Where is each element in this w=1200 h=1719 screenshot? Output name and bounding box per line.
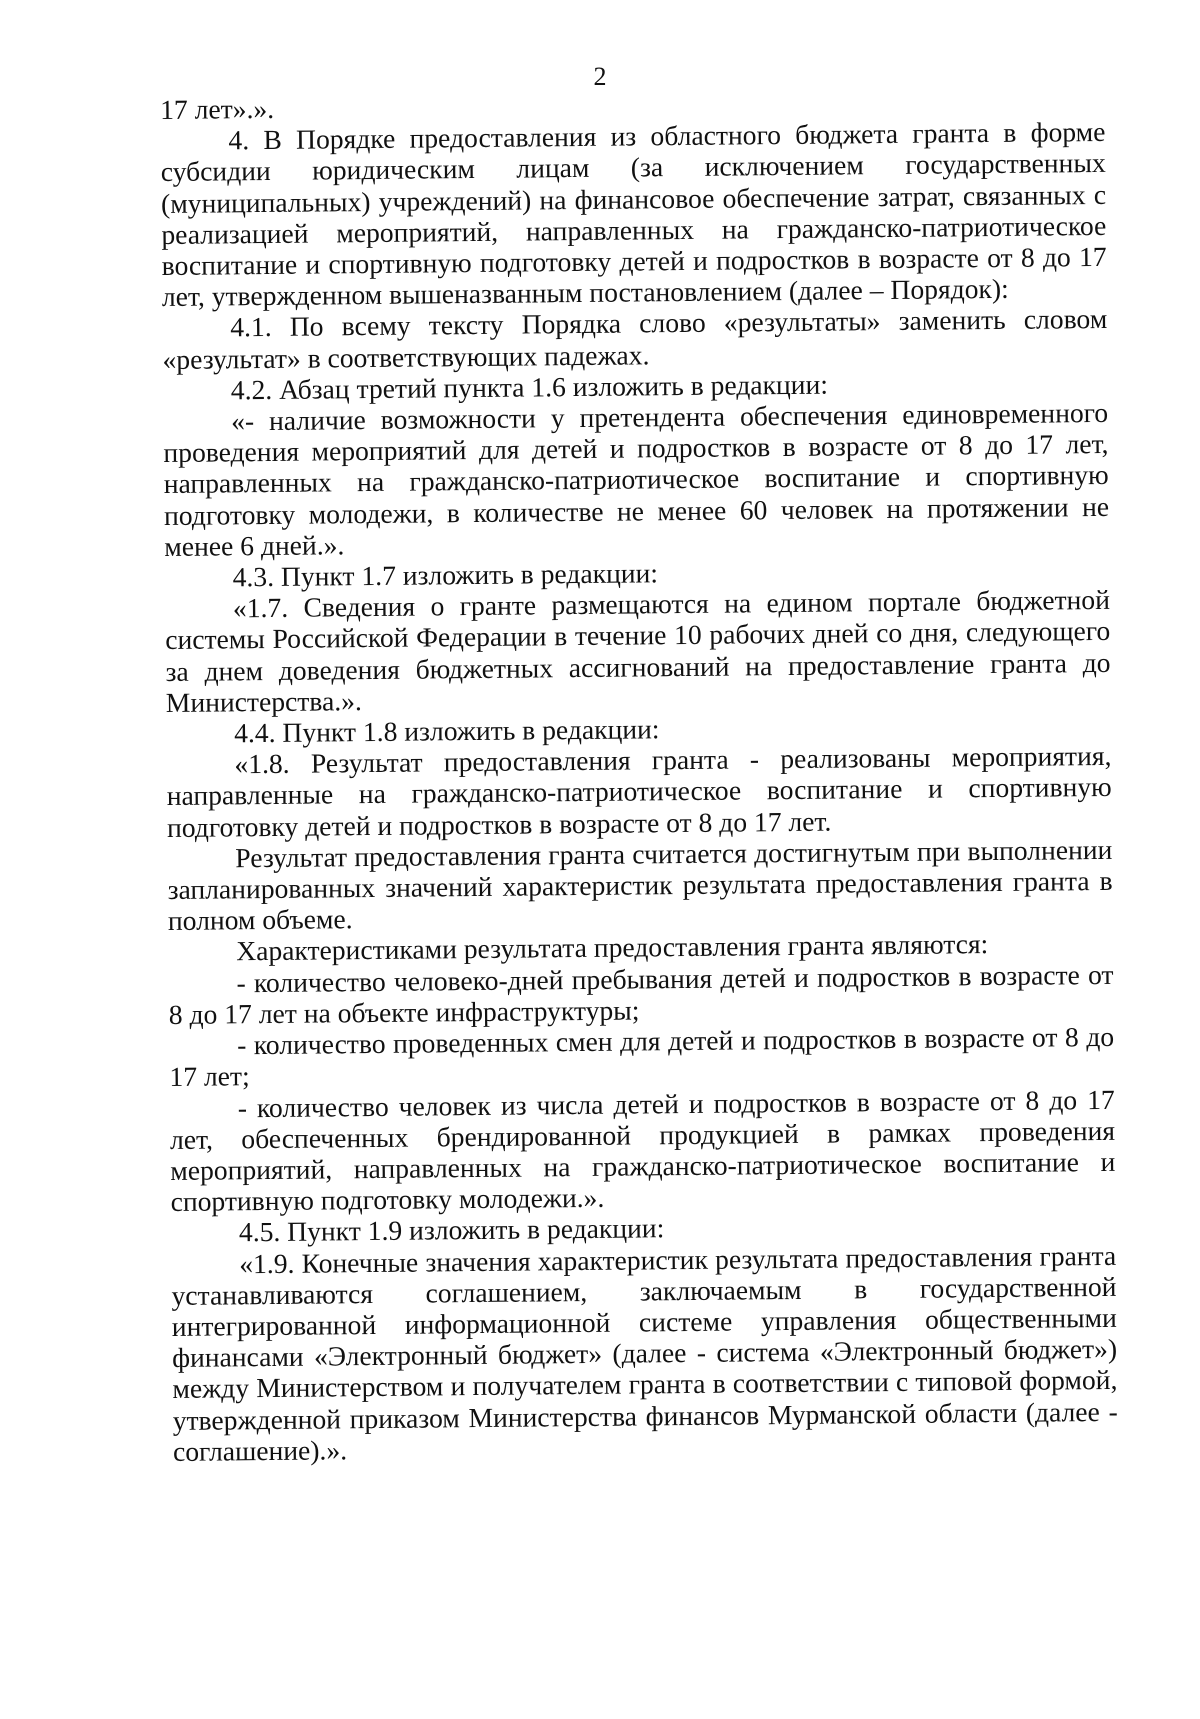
paragraph-item-4-3: 4.3. Пункт 1.7 изложить в редакции: — [232, 557, 659, 593]
paragraph-continuation: 17 лет».». — [160, 92, 275, 125]
paragraph-result-achieved: Результат предоставления гранта считается достигнутым при выполнении запланированных значений характеристик результата предоставления гранта в полном объеме. — [167, 833, 1113, 937]
page-number: 2 — [593, 62, 607, 91]
paragraph-item-4-2-text: «- наличие возможности у претендента обеспечения единовременного проведения мероприятий для детей и подростков в возрасте от 8 до 17 лет, направленных на гражданско-патриотическое воспитание и спортивную подготовку молодежи, в количестве не менее 60 человек на протяжении не менее 6 дней.». — [163, 396, 1110, 562]
paragraph-item-4-5: 4.5. Пункт 1.9 изложить в редакции: — [238, 1212, 665, 1248]
paragraph-item-4-2: 4.2. Абзац третий пункта 1.6 изложить в редакции: — [230, 368, 829, 406]
paragraph-item-4-4: 4.4. Пункт 1.8 изложить в редакции: — [233, 713, 660, 749]
paragraph-item-4: 4. В Порядке предоставления из областного бюджета гранта в форме субсидии юридическим лицам (за исключением государственных (муниципальных) учреждений) на финансовое обеспечение затрат, связанных с реализацией мероприятий, направленных на гражданско-патриотическое воспитание и спортивную подготовку детей и подростков в возрасте от 8 до 17 лет, утвержденном вышеназванным постановлением (далее – Порядок): — [160, 116, 1107, 313]
paragraph-item-4-1: 4.1. По всему тексту Порядка слово «результаты» заменить словом «результат» в соответствующих падежах. — [162, 303, 1108, 375]
document-body — [160, 85, 1118, 1467]
paragraph-item-4-5-text: «1.9. Конечные значения характеристик результата предоставления гранта устанавливаются соглашением, заключаемым в государственной интегрированной информационной системе управления общественными финансами «Электронный бюджет» (далее - система «Электронный бюджет») между Министерством и получателем гранта в соответствии с типовой формой, утвержденной приказом Министерства финансов Мурманской области (далее - соглашение).». — [171, 1239, 1118, 1467]
paragraph-characteristics-heading: Характеристиками результата предоставления гранта являются: — [236, 928, 989, 967]
paragraph-characteristic-2: - количество проведенных смен для детей и подростков в возрасте от 8 до 17 лет; — [169, 1020, 1115, 1093]
paragraph-characteristic-1: - количество человеко-дней пребывания детей и подростков в возрасте от 8 до 17 лет на объекте инфраструктуры; — [168, 958, 1114, 1030]
paragraph-item-4-4-text: «1.8. Результат предоставления гранта - реализованы мероприятия, направленные на гражданско-патриотическое воспитание и спортивную подготовку детей и подростков в возрасте от 8 до 17 лет. — [166, 740, 1112, 843]
paragraph-characteristic-3: - количество человек из числа детей и подростков в возрасте от 8 до 17 лет, обеспеченных брендированной продукцией в рамках проведения мероприятий, направленных на гражданско-патриотическое воспитание и спортивную подготовку молодежи.». — [169, 1083, 1116, 1218]
paragraph-item-4-3-text: «1.7. Сведения о гранте размещаются на едином портале бюджетной системы Российской Федерации в течение 10 рабочих дней со дня, следующего за днем доведения бюджетных ассигнований на предоставление гранта до Министерства.». — [165, 584, 1111, 718]
